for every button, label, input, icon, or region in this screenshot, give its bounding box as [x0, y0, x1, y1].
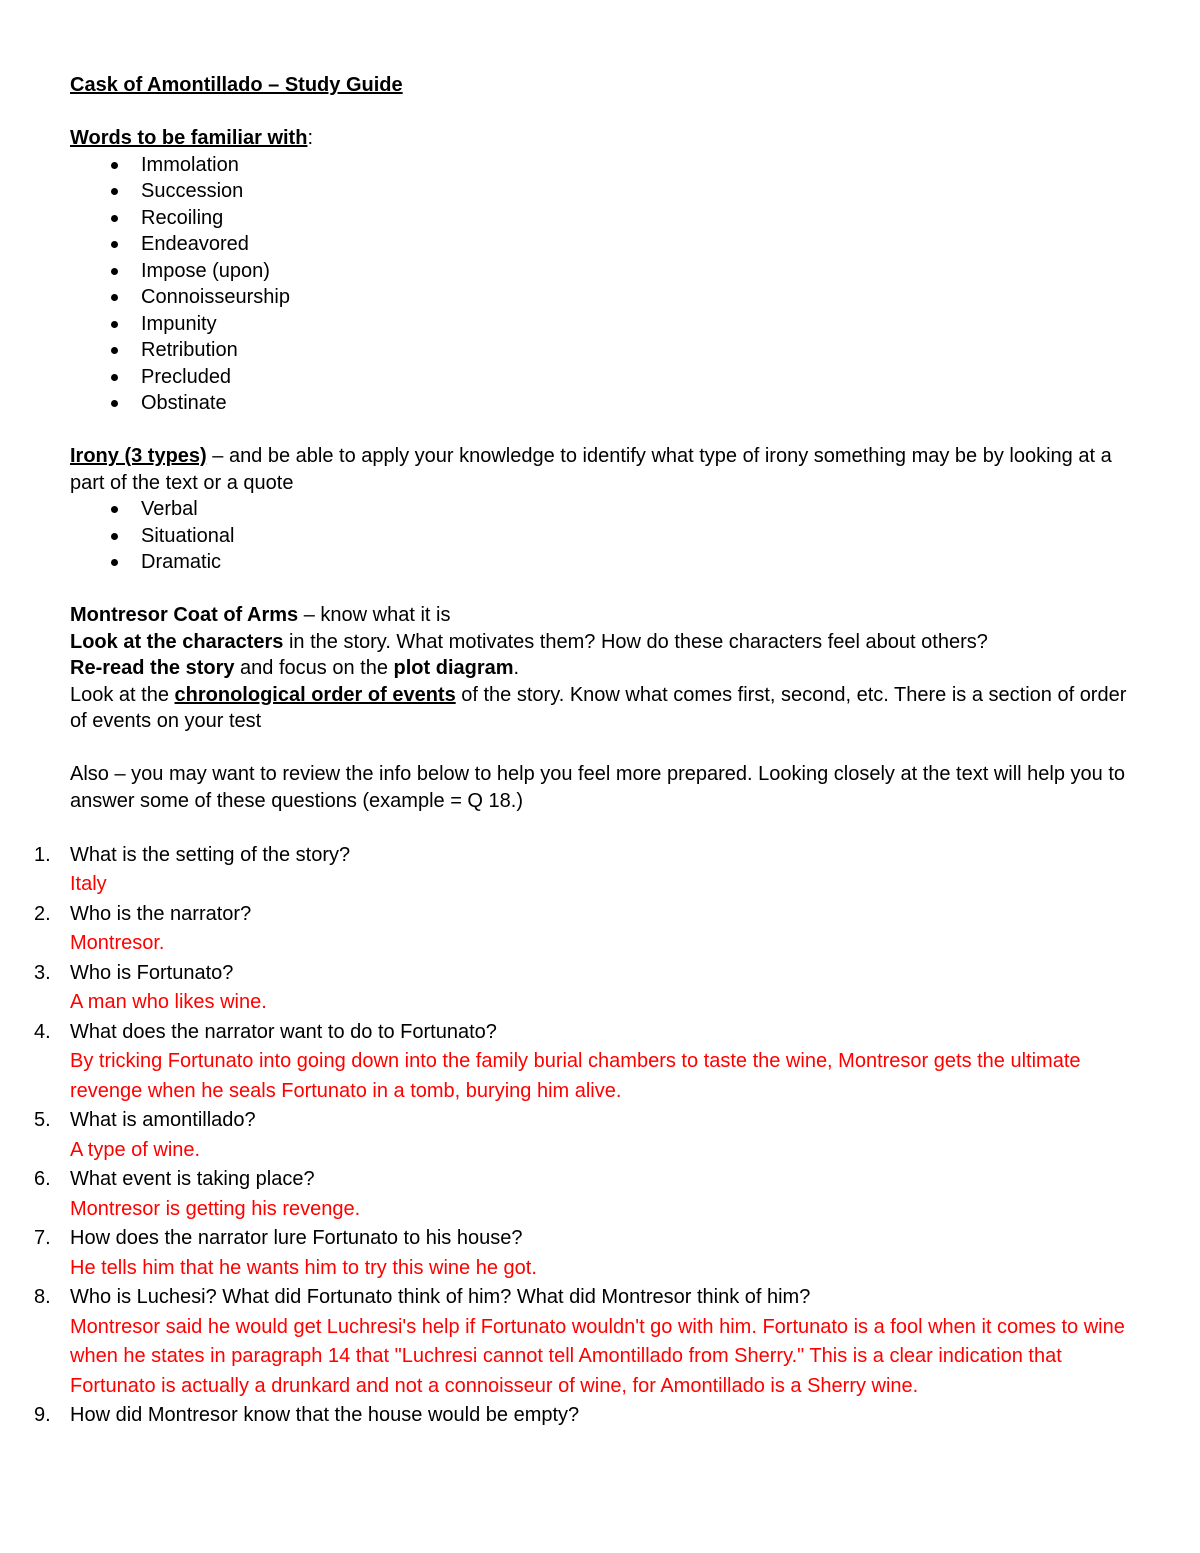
words-heading-line [70, 125, 1140, 152]
answer-text: Montresor said he would get Luchresi's help if Fortunato wouldn't go with him. Fortunato is a fool when it comes to wine when he states in paragraph 14 that "Luchresi cannot tell Amontillado from Sherry." This is a clear indication that Fortunato is actually a drunkard and not a connoisseur of wine, for Amontillado is a Sherry wine. [70, 1315, 1125, 1397]
word-item-text: Connoisseurship [141, 286, 290, 308]
question-number: 6. [34, 1168, 51, 1190]
characters-line [70, 629, 1140, 656]
reread-line [70, 655, 1140, 682]
characters-rest: in the story. What motivates them? How do these characters feel about others? [283, 630, 988, 653]
page-title: Cask of Amontillado – Study Guide [70, 74, 403, 96]
word-item-text: Retribution [141, 339, 238, 361]
question-item [34, 841, 1140, 900]
irony-type-item [0, 549, 1140, 576]
question-number: 9. [34, 1404, 51, 1426]
question-number: 4. [34, 1020, 51, 1043]
coat-of-arms-rest: – know what it is [298, 604, 451, 626]
word-item [0, 311, 1140, 338]
question-item [34, 959, 1140, 1018]
irony-type-text: Dramatic [141, 551, 222, 573]
question-item [34, 1165, 1140, 1224]
word-item [0, 205, 1140, 232]
word-item-text: Succession [141, 180, 244, 202]
irony-description: – and be able to apply your knowledge to identify what type of irony something may be by looking at a part of the text or a quote [70, 445, 1112, 494]
question-item [34, 1106, 1140, 1165]
question-text: Who is Luchesi? What did Fortunato think of him? What did Montresor think of him? [70, 1286, 811, 1308]
study-guide-page [34, 72, 1140, 1431]
words-heading-colon: : [307, 127, 313, 149]
also-paragraph: Also – you may want to review the info below to help you feel more prepared. Looking closely at the text will help you to answer some of these questions (example = Q 18.) [70, 763, 1126, 812]
word-item-text: Endeavored [141, 233, 249, 255]
plot-diagram-bold: plot diagram [393, 657, 514, 679]
coat-of-arms-line [70, 602, 1140, 629]
reread-mid: and focus on the [234, 657, 394, 679]
word-item-text: Immolation [141, 153, 239, 176]
coat-of-arms-bold: Montresor Coat of Arms [70, 604, 299, 626]
irony-list [70, 496, 1140, 576]
answer-text: Montresor. [70, 932, 165, 954]
question-item [34, 1401, 1140, 1431]
question-item [34, 1224, 1140, 1283]
question-item [34, 1018, 1140, 1107]
question-item [34, 900, 1140, 959]
irony-type-text: Verbal [141, 498, 198, 520]
word-item-text: Impunity [141, 312, 217, 335]
word-item [0, 231, 1140, 258]
question-number: 2. [34, 902, 51, 925]
answer-text: Montresor is getting his revenge. [70, 1197, 361, 1220]
reread-bold: Re-read the story [70, 657, 235, 679]
word-item-text: Obstinate [141, 392, 227, 414]
question-text: How did Montresor know that the house would be empty? [70, 1404, 580, 1426]
question-text: Who is the narrator? [70, 902, 252, 925]
question-text: What is amontillado? [70, 1109, 256, 1131]
answer-text: Italy [70, 873, 107, 895]
word-item [0, 390, 1140, 417]
question-text: How does the narrator lure Fortunato to his house? [70, 1227, 523, 1249]
word-item [0, 284, 1140, 311]
question-number: 1. [34, 843, 51, 866]
irony-type-text: Situational [141, 524, 235, 547]
chrono-start: Look at the [70, 683, 175, 706]
irony-paragraph [70, 443, 1140, 496]
word-item-text: Recoiling [141, 206, 224, 229]
word-item-text: Impose (upon) [141, 259, 270, 282]
irony-type-item [0, 496, 1140, 523]
irony-heading: Irony (3 types) [70, 445, 207, 467]
question-number: 8. [34, 1286, 51, 1308]
answer-text: A man who likes wine. [70, 991, 267, 1013]
characters-bold: Look at the characters [70, 630, 284, 653]
question-item [34, 1283, 1140, 1401]
question-text: What is the setting of the story? [70, 843, 351, 866]
words-list [70, 152, 1140, 417]
answer-text: A type of wine. [70, 1138, 201, 1161]
question-text: What event is taking place? [70, 1168, 315, 1190]
word-item [0, 178, 1140, 205]
question-list [34, 841, 1140, 1431]
words-heading: Words to be familiar with [70, 127, 308, 149]
reread-end: . [513, 657, 520, 679]
word-item [0, 152, 1140, 179]
chrono-rest: of the story. Know what comes first, second, etc. There is a section of order of events on your test [70, 683, 1127, 732]
word-item [0, 364, 1140, 391]
question-number: 3. [34, 961, 51, 984]
chronological-paragraph [70, 682, 1140, 735]
question-number: 7. [34, 1227, 51, 1249]
answer-text: He tells him that he wants him to try this wine he got. [70, 1256, 537, 1279]
chrono-bold: chronological order of events [174, 683, 456, 706]
word-item-text: Precluded [141, 365, 232, 388]
irony-type-item [0, 523, 1140, 550]
question-text: What does the narrator want to do to Fortunato? [70, 1020, 497, 1043]
word-item [0, 337, 1140, 364]
answer-text: By tricking Fortunato into going down into the family burial chambers to taste the wine, Montresor gets the ultimate revenge when he seals Fortunato in a tomb, burying him alive. [70, 1050, 1081, 1102]
question-number: 5. [34, 1109, 51, 1131]
question-text: Who is Fortunato? [70, 961, 234, 984]
word-item [0, 258, 1140, 285]
